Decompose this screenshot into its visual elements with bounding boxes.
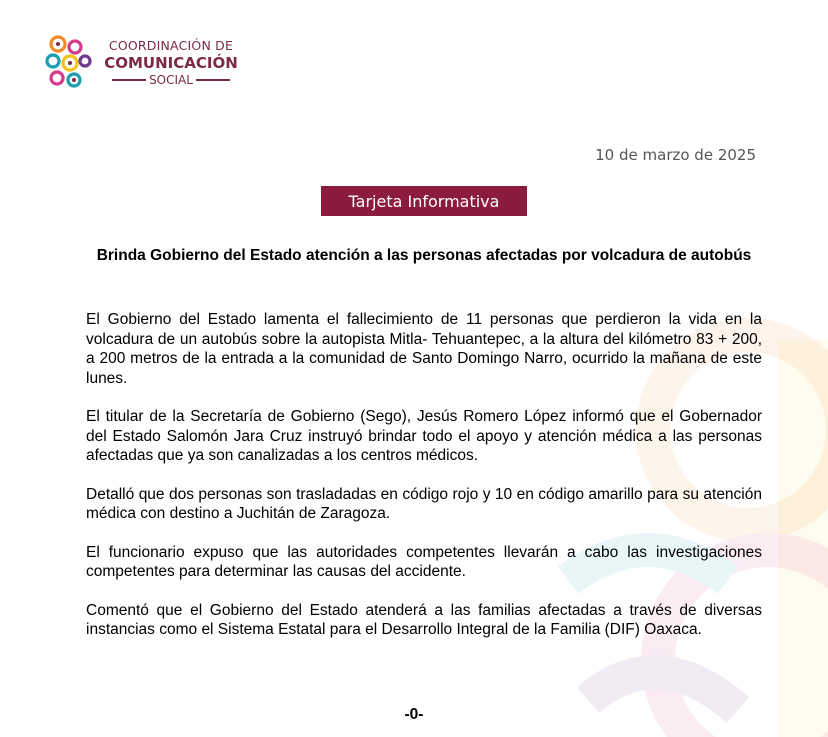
closing-mark: -0- [404,706,424,723]
paragraph: El Gobierno del Estado lamenta el fallecimiento de 11 personas que perdieron la vida en la volcadura de un autobús sobre la autopista Mitla- Tehuantepec, a la altura del kilómetro 83 + 200, a 200 metros de la entrada a la comunidad de Santo Domingo Narro, ocurrido la mañana de este lunes. [86,311,762,387]
logo-line3-text: SOCIAL [149,73,193,87]
logo-wordmark [96,38,246,87]
logo [44,34,244,94]
document-date: 10 de marzo de 2025 [595,146,756,164]
logo-rule-left [112,79,146,81]
logo-mark-icon [44,34,92,90]
paragraph: Comentó que el Gobierno del Estado atenderá a las familias afectadas a través de diversas instancias como el Sistema Estatal para el Desarrollo Integral de la Familia (DIF) Oaxaca. [86,601,762,638]
paragraph: Detalló que dos personas son trasladadas en código rojo y 10 en código amarillo para su atención médica con destino a Juchitán de Zaragoza. [86,485,762,522]
badge-label: Tarjeta Informativa [348,191,500,211]
logo-rule-right [196,79,230,81]
headline: Brinda Gobierno del Estado atención a las personas afectadas por volcadura de autobús [96,247,752,264]
logo-line3 [96,73,246,87]
logo-line1: COORDINACIÓN DE [108,38,234,53]
paragraph: El funcionario expuso que las autoridades competentes llevarán a cabo las investigaciones competentes para determinar las causas del accidente. [86,543,762,580]
document-type-badge [321,186,527,216]
document-body [86,310,762,659]
paragraph: El titular de la Secretaría de Gobierno (Sego), Jesús Romero López informó que el Gobernador del Estado Salomón Jara Cruz instruyó brindar todo el apoyo y atención médica a las personas afectadas que ya son canalizadas a los centros médicos. [86,408,762,464]
logo-line2: COMUNICACIÓN [104,54,238,72]
